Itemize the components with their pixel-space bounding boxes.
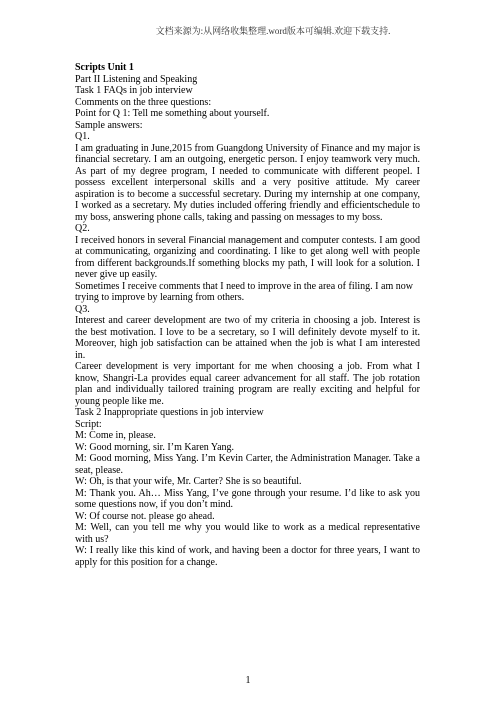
q3-label: Q3.: [75, 303, 90, 315]
dialogue-line: W: Of course not. please go ahead.: [75, 510, 215, 522]
dialogue-line: W: Good morning, sir. I’m Karen Yang.: [75, 441, 235, 453]
script-label: Script:: [75, 418, 102, 430]
point-line: Point for Q 1: Tell me something about yourself.: [75, 108, 270, 119]
q3-answer: Interest and career development are two of my criteria in choosing a job. Interest is the best motivation. I love to be a secretary, so I will definitely devote myself to it. Moreover, high job satisfaction can be attained when the job is what I am interested in.: [75, 315, 420, 361]
dialogue-line: W: I really like this kind of work, and having been a doctor for three years, I want to apply for this position for a change.: [75, 545, 420, 568]
page-header: 文档来源为:从网络收集整理.word版本可编辑.欢迎下载支持.: [155, 26, 391, 36]
q2-answer-part-b: and computer contests. I am good at communicating, organizing and coordinating. I like to get along well with people from different backgrounds.If something blocks my path, I will look for a solution. I never give up easily.: [75, 234, 420, 280]
sample-line: Sample answers:: [75, 119, 143, 131]
q1-answer: I am graduating in June,2015 from Guangdong University of Finance and my major is financial secretary. I am an outgoing, energetic person. I enjoy teamwork very much. As part of my degree program, I needed to communicate with different peopel. I possess excellent interpersonal skills and a very positive attitude. My career aspiration is to become a successful secretary. During my internship at one company, I worked as a secretary. My duties included offering friendly and efficientschedule to my boss, answering phone calls, taking and passing on messages to my boss.: [75, 142, 420, 223]
q1-label: Q1.: [75, 131, 90, 142]
q2-answer: [75, 235, 420, 281]
q2-answer-sans-phrase: Financial management: [188, 234, 282, 245]
part-heading: Part II Listening and Speaking: [75, 73, 198, 85]
dialogue-line: W: Oh, is that your wife, Mr. Carter? She is so beautiful.: [75, 476, 302, 487]
task2-heading: Task 2 Inappropriate questions in job interview: [75, 407, 264, 418]
q2-answer-2: Sometimes I receive comments that I need to improve in the area of filing. I am now trying to improve by learning from others.: [75, 280, 413, 303]
q3-answer-2: Career development is very important for me when choosing a job. From what I know, Shangri-La provides equal career advancement for all staff. The job rotation plan and individually tailored training program are really exciting and helpful for young people like me.: [75, 361, 420, 407]
doc-title: Scripts Unit 1: [75, 62, 134, 73]
dialogue-line: M: Well, can you tell me why you would like to work as a medical representative with us?: [75, 522, 420, 545]
dialogue-line: M: Come in, please.: [75, 430, 156, 441]
document-body: [75, 62, 420, 568]
q2-label: Q2.: [75, 223, 90, 234]
dialogue-line: M: Thank you. Ah… Miss Yang, I’ve gone through your resume. I’d like to ask you some questions now, if you don’t mind.: [75, 487, 420, 510]
q2-answer-part-a: I received honors in several: [75, 234, 189, 246]
comments-line: Comments on the three questions:: [75, 96, 212, 108]
dialogue-line: M: Good morning, Miss Yang. I’m Kevin Carter, the Administration Manager. Take a seat, please.: [75, 453, 420, 476]
task1-heading: Task 1 FAQs in job interview: [75, 85, 193, 96]
page-number: 1: [245, 675, 251, 686]
